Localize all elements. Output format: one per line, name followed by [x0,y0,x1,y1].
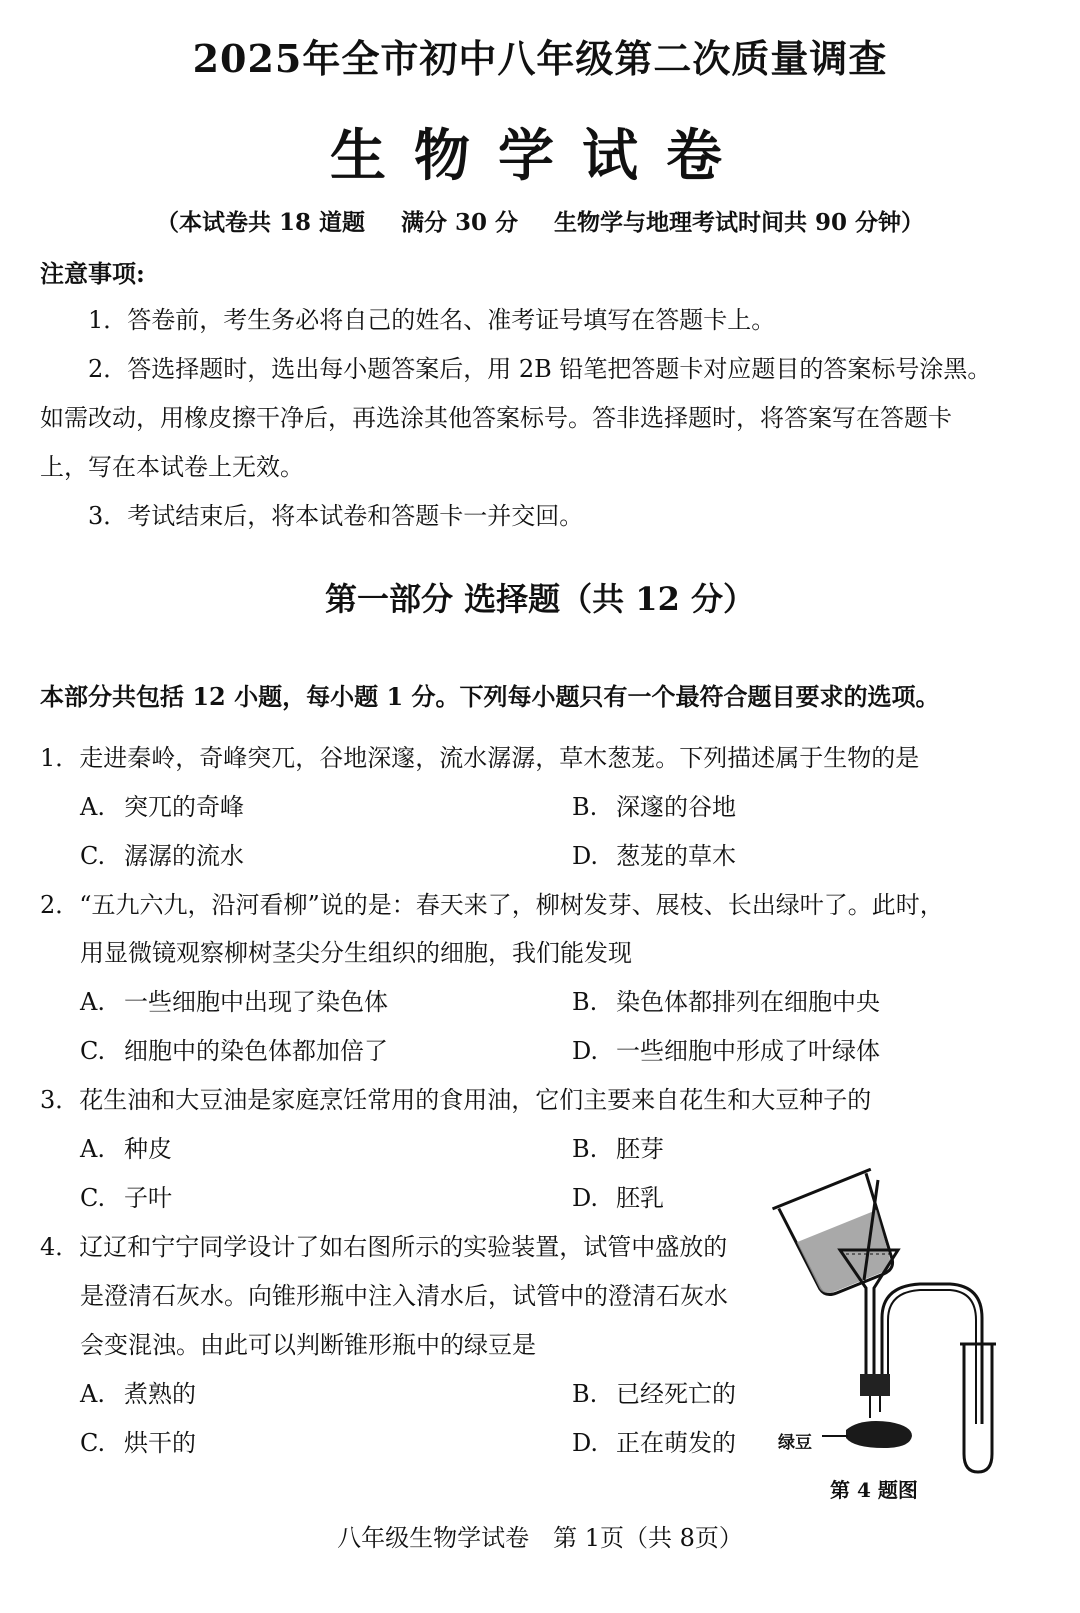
q4-option-b: B. 已经死亡的 [572,1380,736,1408]
subject-title: 生物学试卷 [330,123,750,189]
q1-option-a: A. 突兀的奇峰 [80,793,244,821]
q3-stem: 3．花生油和大豆油是家庭烹饪常用的食用油，它们主要来自花生和大豆种子的 [40,1086,872,1114]
notice-item-2-line3: 上，写在本试卷上无效。 [40,453,304,481]
figure-caption: 第 4 题图 [830,1478,918,1502]
q1-stem: 1．走进秦岭，奇峰突兀，谷地深邃，流水潺潺，草木葱茏。下列描述属于生物的是 [40,744,920,772]
q2-stem-line2: 用显微镜观察柳树茎尖分生组织的细胞，我们能发现 [80,939,632,967]
notice-item-2-line1: 2．答选择题时，选出每小题答案后，用 2B 铅笔把答题卡对应题目的答案标号涂黑。 [88,355,992,383]
q4-option-c: C. 烘干的 [80,1429,196,1457]
exam-info-score: 满分 30 分 [400,209,519,236]
exam-info [0,204,1080,237]
q4-option-d: D. 正在萌发的 [572,1429,736,1457]
q2-option-a: A. 一些细胞中出现了染色体 [80,988,388,1016]
notice-item-3: 3．考试结束后，将本试卷和答题卡一并交回。 [88,502,584,530]
exam-info-questions: （本试卷共 18 道题 [155,209,365,236]
exam-info-time: 生物学与地理考试时间共 90 分钟） [554,209,925,236]
section-intro: 本部分共包括 12 小题，每小题 1 分。下列每小题只有一个最符合题目要求的选项。 [40,682,940,711]
q4-stem-line2: 是澄清石灰水。向锥形瓶中注入清水后，试管中的澄清石灰水 [80,1282,728,1310]
q4-option-a: A. 煮熟的 [80,1380,196,1408]
notice-item-2-line2: 如需改动，用橡皮擦干净后，再选涂其他答案标号。答非选择题时，将答案写在答题卡 [40,404,952,432]
q3-option-b: B. 胚芽 [572,1135,664,1163]
figure-label-mung-bean: 绿豆 [778,1433,812,1453]
q3-option-a: A. 种皮 [80,1135,172,1163]
q4-stem-line3: 会变混浊。由此可以判断锥形瓶中的绿豆是 [80,1331,536,1359]
section-title: 第一部分 选择题（共 12 分） [325,580,755,618]
delivery-tube [882,1284,982,1424]
q3-option-d: D. 胚乳 [572,1184,664,1212]
mung-beans [846,1421,912,1448]
stopper [860,1374,890,1396]
page-footer: 八年级生物学试卷 第 1页（共 8页） [337,1524,743,1552]
q2-option-d: D. 一些细胞中形成了叶绿体 [572,1037,880,1065]
beaker-icon [773,1169,909,1303]
q4-stem-line1: 4．辽辽和宁宁同学设计了如右图所示的实验装置，试管中盛放的 [40,1233,728,1261]
q1-option-d: D. 葱茏的草木 [572,842,736,870]
q2-stem-line1: 2．“五九六九，沿河看柳”说的是：春天来了，柳树发芽、展枝、长出绿叶了。此时， [40,891,944,919]
q2-option-b: B. 染色体都排列在细胞中央 [572,988,880,1016]
notice-title: 注意事项: [40,259,145,288]
q1-option-c: C. 潺潺的流水 [80,842,244,870]
q2-option-c: C. 细胞中的染色体都加倍了 [80,1037,388,1065]
exam-title: 2025年全市初中八年级第二次质量调查 [192,36,888,81]
test-tube-icon [964,1344,992,1472]
notice-item-1: 1．答卷前，考生务必将自己的姓名、准考证号填写在答题卡上。 [88,306,776,334]
q1-option-b: B. 深邃的谷地 [572,793,736,821]
q3-option-c: C. 子叶 [80,1184,172,1212]
